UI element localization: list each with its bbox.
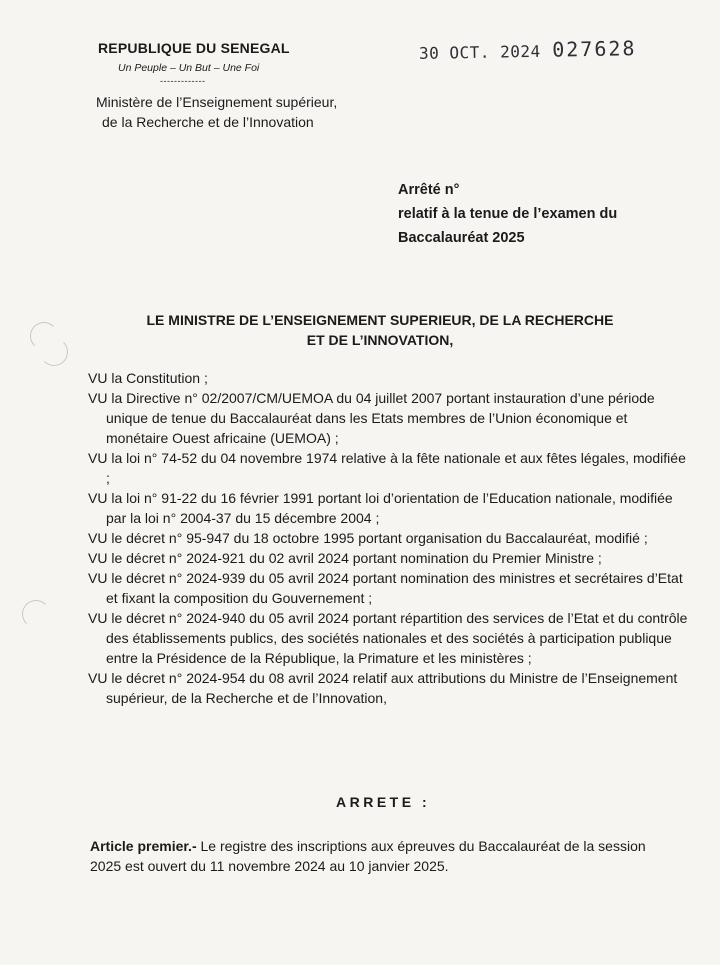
article-text: Le registre des inscriptions aux épreuves du Baccalauréat de la session 2025 est ouvert du 11 novembre 2024 au 10 janvier 2025. bbox=[90, 838, 646, 874]
visa-item: VU le décret n° 2024-954 du 08 avril 2024 relatif aux attributions du Ministre de l’Enseignement supérieur, de la Recherche et de l’Innovation, bbox=[88, 670, 678, 706]
visas-list bbox=[88, 368, 688, 708]
decree-number-label: Arrêté n° bbox=[398, 182, 460, 198]
header-separator: ------------- bbox=[160, 76, 206, 86]
arrete-heading: ARRETE : bbox=[336, 794, 431, 810]
stamp-number: 027628 bbox=[552, 36, 637, 62]
stamp-date: 30 OCT. 2024 bbox=[418, 41, 541, 63]
ministry-line-1: Ministère de l’Enseignement supérieur, bbox=[96, 94, 338, 110]
punch-hole-mark bbox=[22, 600, 50, 628]
visa-item: VU le décret n° 2024-921 du 02 avril 2024 portant nomination du Premier Ministre ; bbox=[88, 550, 602, 566]
minister-heading-line-1: LE MINISTRE DE L’ENSEIGNEMENT SUPERIEUR, DE LA RECHERCHE bbox=[146, 312, 614, 328]
visa-item: VU la loi n° 91-22 du 16 février 1991 portant loi d’orientation de l’Education nationale, modifiée par la loi n° 2004-37 du 15 décembre 2004 ; bbox=[88, 490, 673, 526]
minister-heading bbox=[0, 310, 720, 350]
article-premier bbox=[90, 836, 680, 876]
visa-item: VU le décret n° 95-947 du 18 octobre 1995 portant organisation du Baccalauréat, modifié ; bbox=[88, 530, 648, 546]
decree-title bbox=[398, 178, 617, 250]
national-motto: Un Peuple – Un But – Une Foi bbox=[118, 62, 260, 74]
visa-item: VU la Directive n° 02/2007/CM/UEMOA du 04 juillet 2007 portant instauration d’une période unique de tenue du Baccalauréat dans les Etats membres de l’Union économique et monétaire Ouest africaine (UEMOA) ; bbox=[88, 390, 655, 446]
visa-item: VU le décret n° 2024-940 du 05 avril 2024 portant répartition des services de l’Etat et du contrôle des établissements publics, des sociétés nationales et des sociétés à participation publique entre la Présidence de la République, la Primature et les ministères ; bbox=[88, 610, 688, 666]
visa-item: VU la loi n° 74-52 du 04 novembre 1974 relative à la fête nationale et aux fêtes légales, modifiée ; bbox=[88, 450, 686, 486]
country-name: REPUBLIQUE DU SENEGAL bbox=[98, 40, 290, 56]
article-heading: Article premier.- bbox=[90, 838, 197, 854]
registration-stamp bbox=[419, 36, 637, 64]
decree-subject-line-2: Baccalauréat 2025 bbox=[398, 230, 525, 246]
visa-item: VU la Constitution ; bbox=[88, 370, 208, 386]
decree-subject-line-1: relatif à la tenue de l’examen du bbox=[398, 206, 618, 222]
ministry-line-2: de la Recherche et de l’Innovation bbox=[102, 114, 314, 130]
visa-item: VU le décret n° 2024-939 du 05 avril 2024 portant nomination des ministres et secrétaires d’Etat et fixant la composition du Gouvernement ; bbox=[88, 570, 683, 606]
minister-heading-line-2: ET DE L’INNOVATION, bbox=[306, 332, 454, 348]
ministry-name bbox=[96, 92, 337, 132]
